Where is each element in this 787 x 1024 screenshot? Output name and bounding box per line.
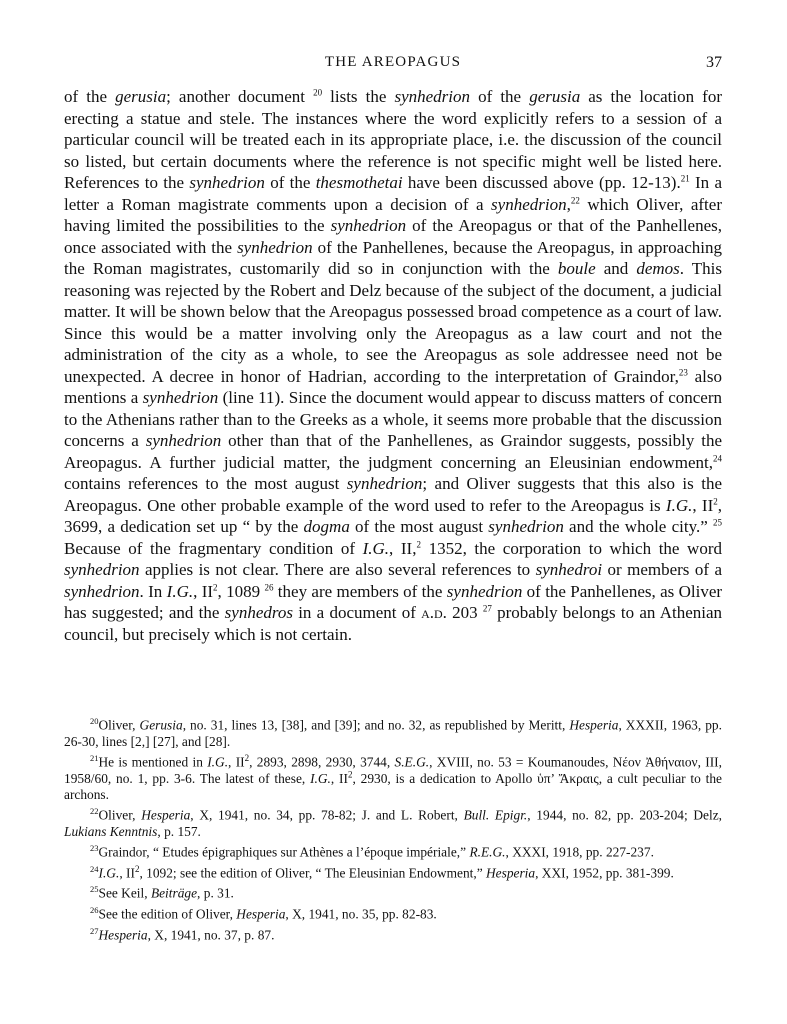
text-run: . This reasoning was rejected by the Robert and Delz because of the subject of the document, a judicial matter. It will be shown below that the Areopagus possessed broad competence as a court of law. Since this would be a matter involving only the Areopagus as a law court and not the administration of the city as a whole, to see the Areopagus as sole addressee need not be unexpected. A decree in honor of Hadrian, according to the interpretation of Graindor, <box>64 259 723 386</box>
footnote-number: 26 <box>90 904 99 915</box>
note-reference: 2 <box>134 863 140 874</box>
italic-term: I.G. <box>310 770 331 786</box>
text-run: , X, 1941, no. 34, pp. 78-82; J. and L. Robert, <box>190 807 464 823</box>
note-reference: 24 <box>713 452 722 463</box>
text-run: lists the <box>322 87 395 106</box>
text-run: applies is not clear. There are also several references to <box>139 560 536 579</box>
text-run: 1352, the corporation to which the word <box>420 538 722 558</box>
footnote-number: 27 <box>90 925 99 936</box>
italic-term: I.G. <box>207 754 229 770</box>
italic-term: gerusia <box>529 87 581 106</box>
italic-term: dogma <box>303 517 350 536</box>
text-run: , no. 31, lines 13, [38], and [39]; and no. 32, as republished by Meritt, <box>182 717 570 733</box>
small-caps-text: a.d. <box>421 603 447 622</box>
italic-term: Gerusia <box>139 717 183 733</box>
text-run: , II <box>228 754 245 770</box>
italic-term: synhedrion <box>330 216 407 235</box>
text-run: of the <box>64 87 116 106</box>
text-run: In a letter a Roman magistrate comments upon a decision of a <box>64 173 722 214</box>
text-run: He is mentioned in <box>98 754 208 770</box>
text-run: ; and Oliver suggests that this also is the Areopagus. One other probable example of the word used to refer to the Areopagus is <box>64 474 722 515</box>
footnote-number: 22 <box>90 805 99 816</box>
italic-term: synhedrion <box>237 237 313 257</box>
footnote <box>64 803 722 840</box>
text-run: Graindor, “ Etudes épigraphiques sur Athènes a l’époque impériale,” <box>98 844 470 860</box>
text-run: , p. 157. <box>157 823 201 839</box>
text-run: , <box>566 194 571 214</box>
italic-term: I.G. <box>98 864 120 880</box>
page-number: 37 <box>706 54 722 71</box>
text-run: , 1089 <box>217 581 265 601</box>
text-run: of the Panhellenes, because the Areopagus, in approaching the Roman magistrates, customarily did so in conjunction with the <box>64 237 722 278</box>
italic-term: synhedrion <box>488 517 564 536</box>
text-run: 203 <box>446 603 483 622</box>
footnote <box>64 902 722 923</box>
text-run: in a document of <box>292 603 422 622</box>
footnote-number: 21 <box>90 752 99 763</box>
note-reference: 22 <box>570 194 580 205</box>
footnote <box>64 861 722 882</box>
italic-term: synhedrion <box>491 194 567 214</box>
text-run: , II, <box>389 538 417 558</box>
text-run: , X, 1941, no. 35, pp. 82-83. <box>285 906 437 922</box>
note-reference: 21 <box>680 173 690 184</box>
italic-term: thesmothetai <box>315 173 403 192</box>
text-run: contains references to the most august <box>64 474 347 493</box>
text-run: , p. 31. <box>197 885 234 901</box>
text-run: , XXI, 1952, pp. 381-399. <box>535 864 674 880</box>
italic-term: Lukians Kenntnis <box>64 823 158 839</box>
italic-term: gerusia <box>115 87 167 106</box>
italic-term: synhedros <box>224 603 293 622</box>
note-reference: 26 <box>264 581 274 592</box>
italic-term: I.G. <box>665 495 693 515</box>
note-reference: 25 <box>712 517 722 528</box>
italic-term: Hesperia <box>98 926 148 942</box>
text-run: they are members of the <box>273 581 447 601</box>
italic-term: Bull. Epigr. <box>463 807 528 823</box>
body-paragraph <box>64 86 722 645</box>
text-run: , 2893, 2898, 2930, 3744, <box>249 754 395 770</box>
text-run: and the whole city.” <box>563 517 713 536</box>
footnote <box>64 750 722 803</box>
italic-term: synhedrion <box>142 388 219 407</box>
text-run: (line 11). Since the document would appear to discuss matters of concern to the Athenians rather than to the Greeks as a whole, it seems more probable that the discussion concerns a <box>64 388 722 450</box>
italic-term: synhedrion <box>145 431 222 450</box>
note-reference: 20 <box>313 87 323 98</box>
footnote <box>64 840 722 861</box>
text-run: of the Areopagus or that of the Panhellenes, once associated with the <box>64 216 722 257</box>
text-run: Oliver, <box>98 807 142 823</box>
text-run: See Keil, <box>98 885 151 901</box>
text-run: , XVIII, no. 53 = Koumanoudes, Νέον Ἀθήναιον, III, 1958/60, no. 1, pp. 3-6. The latest of these, <box>64 754 722 786</box>
text-run: or members of a <box>602 560 722 579</box>
italic-term: synhedrion <box>446 581 523 601</box>
text-run: , II <box>193 581 214 601</box>
text-run: and <box>595 259 637 278</box>
text-run: as the location for erecting a statue and stele. The instances where the word explicitly refers to a session of a particular council will be treated each in its appropriate place, i.e. the discussion of the council so listed, but certain documents where the reference is not specific might well be listed here. References to the <box>64 87 723 192</box>
text-run: , II <box>119 864 135 880</box>
footnote-number: 20 <box>90 716 99 726</box>
italic-term: Hesperia <box>569 717 619 733</box>
italic-term: Hesperia <box>141 807 191 823</box>
text-run: Oliver, <box>98 717 140 733</box>
text-run: , II <box>330 770 348 786</box>
italic-term: demos <box>636 259 680 278</box>
text-run: See the edition of Oliver, <box>98 906 237 922</box>
text-run: , 3699, a dedication set up “ by the <box>64 495 722 536</box>
footnote <box>64 881 722 902</box>
footnote-number: 23 <box>90 842 99 853</box>
text-run: , 2930, is a dedication to Apollo ὑπ’ Ἄκραις, a cult peculiar to the archons. <box>64 770 722 802</box>
italic-term: I.G. <box>166 581 194 601</box>
italic-term: Hesperia <box>486 864 536 880</box>
running-header <box>64 54 722 76</box>
italic-term: Beiträge <box>150 885 198 901</box>
italic-term: synhedrion <box>346 474 423 493</box>
italic-term: Hesperia <box>236 906 286 922</box>
text-run: of the <box>470 87 530 106</box>
footnote-number: 24 <box>90 863 99 874</box>
note-reference: 27 <box>482 603 492 614</box>
text-run: also mentions a <box>64 366 722 407</box>
text-run: of the Panhellenes, as Oliver has suggested; and the <box>64 581 723 622</box>
text-run: , XXXI, 1918, pp. 227-237. <box>505 844 654 860</box>
italic-term: R.E.G. <box>469 844 506 860</box>
italic-term: synhedrion <box>189 173 265 192</box>
italic-term: synhedrion <box>64 581 140 601</box>
text-run: . In <box>139 581 167 601</box>
note-reference: 23 <box>678 366 688 377</box>
text-run: have been discussed above (pp. 12-13). <box>402 173 681 192</box>
text-run: ; another document <box>166 87 314 106</box>
text-run: of the most august <box>349 517 489 536</box>
text-run: Because of the fragmentary condition of <box>64 538 363 558</box>
footnote-number: 25 <box>90 884 99 895</box>
text-run: , 1092; see the edition of Oliver, “ The Eleusinian Endowment,” <box>139 864 486 880</box>
running-title: THE AREOPAGUS <box>324 54 462 70</box>
note-reference: 2 <box>213 581 218 592</box>
text-run: of the <box>264 173 316 192</box>
italic-term: synhedrion <box>394 87 471 106</box>
italic-term: S.E.G. <box>394 754 430 770</box>
italic-term: I.G. <box>362 538 390 558</box>
note-reference: 2 <box>416 538 421 549</box>
footnote <box>64 923 722 944</box>
text-run: , II <box>692 495 714 515</box>
text-run: probably belongs to an Athenian council, but precisely which is not certain. <box>64 603 723 644</box>
footnotes <box>64 713 722 943</box>
note-reference: 2 <box>713 495 718 506</box>
note-reference: 2 <box>347 769 353 780</box>
text-run: , 1944, no. 82, pp. 203-204; Delz, <box>527 807 722 823</box>
italic-term: boule <box>557 259 596 278</box>
text-run: , X, 1941, no. 37, p. 87. <box>147 926 275 942</box>
italic-term: synhedrion <box>64 560 140 579</box>
text-run: which Oliver, after having limited the possibilities to the <box>64 194 722 235</box>
footnote <box>64 713 722 750</box>
note-reference: 2 <box>244 752 250 763</box>
text-run: , XXXII, 1963, pp. 26-30, lines [2,] [27], and [28]. <box>64 717 722 749</box>
italic-term: synhedroi <box>535 560 603 579</box>
text-run: other than that of the Panhellenes, as Graindor suggests, possibly the Areopagus. A further judicial matter, the judgment concerning an Eleusinian endowment, <box>64 431 722 472</box>
